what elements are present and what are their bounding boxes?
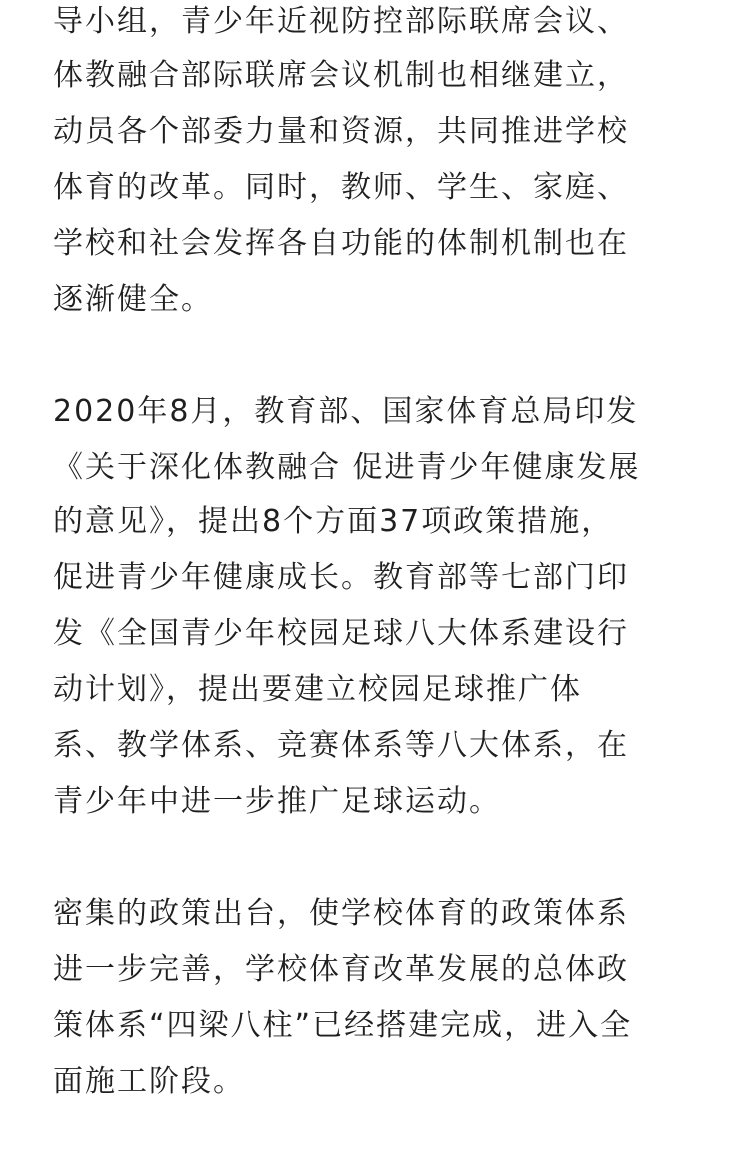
paragraph-2-line-8: 青少年中进一步推广足球运动。 bbox=[53, 784, 501, 819]
paragraph-3-line-1: 密集的政策出台，使学校体育的政策体系 bbox=[53, 896, 629, 931]
paragraph-2-line-7: 系、教学体系、竞赛体系等八大体系，在 bbox=[53, 728, 629, 763]
paragraph-2-line-2: 《关于深化体教融合 促进青少年健康发展 bbox=[53, 450, 641, 485]
paragraph-3-line-2: 进一步完善，学校体育改革发展的总体政 bbox=[53, 952, 629, 987]
paragraph-2-line-4: 促进青少年健康成长。教育部等七部门印 bbox=[53, 560, 629, 595]
paragraph-2-line-5: 发《全国青少年校园足球八大体系建设行 bbox=[53, 616, 629, 651]
paragraph-1-line-3: 动员各个部委力量和资源，共同推进学校 bbox=[53, 114, 629, 149]
paragraph-2-line-6: 动计划》，提出要建立校园足球推广体 bbox=[53, 672, 582, 707]
paragraph-1-line-6: 逐渐健全。 bbox=[53, 282, 213, 317]
paragraph-1-line-4: 体育的改革。同时，教师、学生、家庭、 bbox=[53, 170, 629, 205]
paragraph-2-line-1: 2020年8月，教育部、国家体育总局印发 bbox=[53, 394, 639, 429]
paragraph-1-line-1: 导小组，青少年近视防控部际联席会议、 bbox=[53, 4, 629, 39]
paragraph-3-line-4: 面施工阶段。 bbox=[53, 1064, 245, 1099]
paragraph-1-line-5: 学校和社会发挥各自功能的体制机制也在 bbox=[53, 226, 629, 261]
paragraph-2-line-3: 的意见》，提出8个方面37项政策措施， bbox=[53, 504, 614, 539]
paragraph-1-line-2: 体教融合部际联席会议机制也相继建立， bbox=[53, 58, 629, 93]
paragraph-3-line-3: 策体系“四梁八柱”已经搭建完成，进入全 bbox=[53, 1008, 633, 1043]
